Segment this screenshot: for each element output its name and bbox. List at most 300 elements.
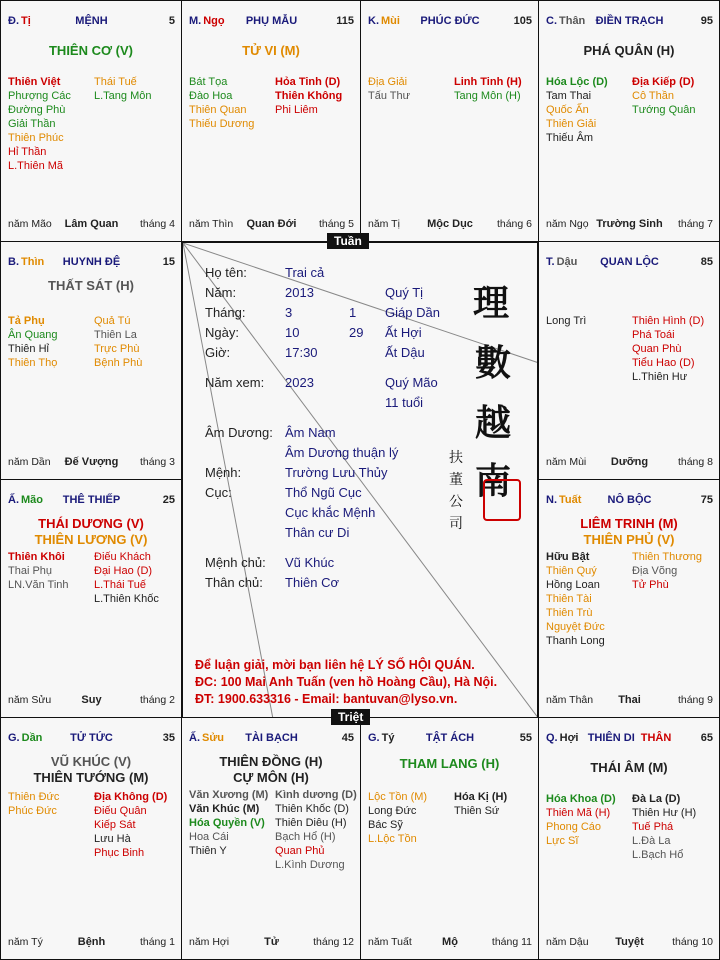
cell-footer bbox=[8, 456, 175, 469]
star-item: Hóa Lộc (D) bbox=[546, 76, 608, 88]
main-star: LIÊM TRINH (M) bbox=[580, 516, 678, 531]
cell-thang: tháng 2 bbox=[139, 694, 175, 706]
cell-header bbox=[8, 256, 175, 270]
cung-label: QUAN LỘC bbox=[600, 256, 659, 268]
star-item: Lộc Tồn (M) bbox=[368, 791, 428, 803]
star-item: Tấu Thư bbox=[368, 90, 411, 102]
cell-footer bbox=[189, 218, 354, 231]
star-column bbox=[189, 788, 268, 858]
cell-footer bbox=[546, 694, 713, 707]
cell-header bbox=[546, 494, 713, 508]
star-item: L.Lộc Tồn bbox=[368, 833, 417, 845]
star-item: Thiên Phúc bbox=[8, 132, 64, 144]
calligraphy-char-2: 數 bbox=[475, 342, 512, 384]
cell-chi: Mùi bbox=[381, 15, 400, 27]
star-item: Địa Kiếp (D) bbox=[632, 76, 695, 88]
star-item: Thiên Trù bbox=[546, 607, 593, 619]
star-column bbox=[368, 75, 410, 103]
cung-label: MỆNH bbox=[75, 15, 108, 27]
star-item: Thiên Tài bbox=[546, 593, 592, 605]
cell-footer bbox=[546, 456, 713, 469]
cell-age: 15 bbox=[162, 256, 175, 268]
star-column bbox=[546, 550, 605, 648]
cell-header bbox=[546, 15, 713, 29]
star-item: Thiên Giải bbox=[546, 118, 597, 130]
cell-thin bbox=[0, 241, 182, 480]
gio-can-chi: Ất Dậu bbox=[385, 345, 425, 360]
star-item: Hóa Kị (H) bbox=[454, 791, 508, 803]
cell-truong-sinh: Bệnh bbox=[77, 936, 106, 948]
thang-value: 3 bbox=[285, 305, 293, 320]
star-item: Hỉ Thần bbox=[8, 146, 47, 158]
star-item: Lực Sĩ bbox=[546, 835, 579, 847]
cell-truong-sinh: Tử bbox=[264, 936, 279, 948]
star-item: Quốc Ấn bbox=[546, 104, 589, 116]
star-column bbox=[8, 75, 71, 173]
main-star: THÁI DƯƠNG (V) bbox=[38, 516, 144, 531]
star-item: Lưu Hà bbox=[94, 833, 131, 845]
cell-cung-name bbox=[546, 494, 713, 506]
cung-label: PHỤ MẪU bbox=[245, 15, 298, 27]
cell-nam: năm Dậu bbox=[546, 936, 589, 948]
star-item: Long Đức bbox=[368, 805, 417, 817]
cell-truong-sinh: Đế Vượng bbox=[64, 456, 119, 468]
main-star: TỬ VI (M) bbox=[242, 43, 300, 58]
star-item: Hóa Khoa (D) bbox=[546, 793, 616, 805]
cuc-label: Cục: bbox=[205, 485, 232, 500]
star-item: Bạch Hổ (H) bbox=[275, 831, 336, 843]
star-item: Ân Quang bbox=[8, 329, 58, 341]
main-star: THIÊN ĐỒNG (H) bbox=[219, 754, 323, 769]
star-item: L.Kình Dương bbox=[275, 859, 345, 871]
cell-truong-sinh: Tuyệt bbox=[615, 936, 644, 948]
cell-chi: Ngọ bbox=[203, 15, 225, 27]
ho-ten-label: Họ tên: bbox=[205, 265, 247, 280]
star-item: L.Thiên Hư bbox=[632, 371, 688, 383]
star-item: Phúc Đức bbox=[8, 805, 57, 817]
cell-cung-name bbox=[8, 732, 175, 744]
star-column bbox=[94, 75, 151, 103]
cell-mui bbox=[360, 0, 539, 242]
cell-chi: Tuất bbox=[559, 494, 582, 506]
star-column bbox=[94, 790, 167, 860]
gio-label: Giờ: bbox=[205, 345, 231, 360]
cell-cung-name bbox=[8, 15, 175, 27]
star-column bbox=[632, 75, 696, 117]
star-item: Phá Toái bbox=[632, 329, 675, 341]
cell-thang: tháng 6 bbox=[496, 218, 532, 230]
cell-truong-sinh: Lâm Quan bbox=[64, 218, 119, 230]
star-item: Phi Liêm bbox=[275, 104, 318, 116]
than-marker: THÂN bbox=[640, 732, 672, 744]
cell-age: 35 bbox=[162, 732, 175, 744]
cell-thang: tháng 9 bbox=[677, 694, 713, 706]
cell-header bbox=[546, 732, 713, 746]
star-item: Tang Môn (H) bbox=[454, 90, 521, 102]
star-item: Đào Hoa bbox=[189, 90, 233, 102]
cell-truong-sinh: Suy bbox=[81, 694, 102, 706]
cell-can: K. bbox=[368, 15, 379, 27]
cell-footer bbox=[189, 936, 354, 949]
star-item: Phượng Các bbox=[8, 90, 71, 102]
cell-age: 85 bbox=[700, 256, 713, 268]
ngay-am: 29 bbox=[349, 325, 364, 340]
ngay-label: Ngày: bbox=[205, 325, 239, 340]
star-item: Thiên Không bbox=[275, 90, 343, 102]
cung-label: HUYNH ĐỆ bbox=[62, 256, 121, 268]
star-item: L.Đà La bbox=[632, 835, 671, 847]
main-star: THAM LANG (H) bbox=[399, 756, 500, 771]
main-star: THIÊN TƯỚNG (M) bbox=[33, 770, 149, 785]
star-item: Bệnh Phù bbox=[94, 357, 143, 369]
star-item: Tam Thai bbox=[546, 90, 592, 102]
cell-can: Ấ. bbox=[8, 494, 19, 506]
cell-mao bbox=[0, 479, 182, 718]
cell-truong-sinh: Thai bbox=[618, 694, 641, 706]
cell-dau bbox=[538, 241, 720, 480]
cell-hoi bbox=[538, 717, 720, 960]
cell-cung-name bbox=[8, 256, 175, 268]
star-item: Quả Tú bbox=[94, 315, 131, 327]
star-item: Thiên Sứ bbox=[454, 805, 500, 817]
cell-can: Ấ. bbox=[189, 732, 200, 744]
star-item: Nguyệt Đức bbox=[546, 621, 605, 633]
cell-footer bbox=[8, 694, 175, 707]
cell-thang: tháng 10 bbox=[672, 936, 713, 948]
cell-cung-name bbox=[8, 494, 175, 506]
cell-age: 65 bbox=[700, 732, 713, 744]
star-item: Thiên Hỉ bbox=[8, 343, 49, 355]
star-item: Văn Khúc (M) bbox=[189, 803, 260, 815]
cell-header bbox=[8, 15, 175, 29]
calligraphy-char-4: 南 bbox=[475, 460, 512, 502]
cell-thang: tháng 5 bbox=[318, 218, 354, 230]
cell-age: 115 bbox=[336, 15, 354, 27]
menh-value: Trường Lưu Thủy bbox=[285, 465, 388, 480]
cell-than bbox=[538, 0, 720, 242]
cell-footer bbox=[8, 936, 175, 949]
star-item: Văn Xương (M) bbox=[189, 789, 269, 801]
cell-header bbox=[8, 732, 175, 746]
cell-age: 95 bbox=[700, 15, 713, 27]
cell-thang: tháng 4 bbox=[139, 218, 175, 230]
star-item: Thiên Quan bbox=[189, 104, 247, 116]
cell-nam: năm Thìn bbox=[189, 218, 234, 230]
star-item: Thanh Long bbox=[546, 635, 605, 647]
star-column bbox=[8, 314, 58, 370]
cell-truong-sinh: Trường Sinh bbox=[596, 218, 663, 230]
triet-badge: Triệt bbox=[331, 709, 370, 725]
star-item: Thiên Thọ bbox=[8, 357, 58, 369]
cell-truong-sinh: Quan Đới bbox=[246, 218, 297, 230]
star-column bbox=[546, 75, 608, 145]
star-item: LN.Văn Tinh bbox=[8, 579, 69, 591]
cuc-khac-menh: Cục khắc Mệnh bbox=[285, 505, 376, 520]
cell-footer bbox=[368, 936, 532, 949]
cell-footer bbox=[546, 936, 713, 949]
cell-can: N. bbox=[546, 494, 557, 506]
cell-age: 55 bbox=[519, 732, 532, 744]
star-item: Thiên La bbox=[94, 329, 137, 341]
star-item: L.Bạch Hổ bbox=[632, 849, 684, 861]
star-column bbox=[189, 75, 254, 131]
cell-chi: Thân bbox=[559, 15, 586, 27]
cung-label: TẬT ÁCH bbox=[425, 732, 475, 744]
cell-can: Q. bbox=[546, 732, 558, 744]
star-item: Điếu Quân bbox=[94, 805, 147, 817]
cell-chi: Dậu bbox=[556, 256, 578, 268]
center-info-panel bbox=[182, 242, 538, 718]
star-item: Long Trì bbox=[546, 315, 587, 327]
star-item: Thiên Đức bbox=[8, 791, 60, 803]
menh-chu-value: Vũ Khúc bbox=[285, 555, 335, 570]
cell-truong-sinh: Mộc Dục bbox=[427, 218, 473, 230]
star-item: Thiên Khốc (D) bbox=[275, 803, 349, 815]
nam-xem-can-chi: Quý Mão bbox=[385, 375, 438, 390]
cell-chi: Tý bbox=[381, 732, 395, 744]
cell-thang: tháng 12 bbox=[313, 936, 354, 948]
cell-can: Đ. bbox=[8, 15, 19, 27]
star-item: Tuế Phá bbox=[632, 821, 674, 833]
star-item: Thiên Quý bbox=[546, 565, 597, 577]
cell-chi: Sửu bbox=[202, 732, 225, 744]
contact-line-3: ĐT: 1900.633316 - Email: bantuvan@lyso.vn. bbox=[195, 692, 458, 706]
star-item: Cô Thần bbox=[632, 90, 674, 102]
tuoi-value: 11 tuổi bbox=[385, 395, 424, 410]
star-column bbox=[632, 314, 704, 384]
main-star: CỰ MÔN (H) bbox=[233, 770, 309, 785]
nam-xem-label: Năm xem: bbox=[205, 375, 265, 390]
cung-label: TÀI BẠCH bbox=[245, 732, 298, 744]
cell-footer bbox=[8, 218, 175, 231]
cell-chi: Mão bbox=[21, 494, 43, 506]
cell-thang: tháng 8 bbox=[677, 456, 713, 468]
star-item: Thiên Mã (H) bbox=[546, 807, 611, 819]
cell-cung-name bbox=[546, 15, 713, 27]
thang-label: Tháng: bbox=[205, 305, 246, 320]
cell-header bbox=[368, 732, 532, 746]
cell-footer bbox=[368, 218, 532, 231]
cung-label: THÊ THIẾP bbox=[62, 494, 121, 506]
star-column bbox=[94, 314, 142, 370]
cell-nam: năm Ngọ bbox=[546, 218, 589, 230]
main-star: THIÊN LƯƠNG (V) bbox=[34, 532, 148, 547]
contact-line-2: ĐC: 100 Mai Anh Tuấn (ven hồ Hoàng Cầu), Hà Nội. bbox=[195, 675, 498, 689]
main-star: THẤT SÁT (H) bbox=[48, 278, 134, 293]
cell-chi: Tị bbox=[21, 15, 31, 27]
cell-tuat bbox=[538, 479, 720, 718]
cell-header bbox=[8, 494, 175, 508]
star-item: Đường Phù bbox=[8, 104, 66, 116]
star-item: Địa Võng bbox=[632, 565, 678, 577]
star-item: Bác Sỹ bbox=[368, 819, 403, 831]
cell-nam: năm Tuất bbox=[368, 936, 412, 948]
cung-label: NÔ BỘC bbox=[607, 494, 652, 506]
cell-age: 105 bbox=[513, 15, 532, 27]
main-star: THIÊN PHỦ (V) bbox=[583, 532, 675, 547]
cell-cung-name bbox=[546, 256, 713, 268]
tuan-badge: Tuần bbox=[327, 233, 369, 249]
cell-chi: Thìn bbox=[21, 256, 45, 268]
star-column bbox=[546, 792, 616, 848]
cell-nam: năm Hợi bbox=[189, 936, 230, 948]
star-column bbox=[632, 550, 702, 592]
ngay-can-chi: Ất Hợi bbox=[385, 325, 422, 340]
cell-footer bbox=[546, 218, 713, 231]
star-item: Hỏa Tinh (D) bbox=[275, 76, 341, 88]
star-column bbox=[632, 792, 696, 862]
star-item: Tiểu Hao (D) bbox=[632, 357, 695, 369]
main-star: VŨ KHÚC (V) bbox=[50, 754, 132, 769]
cell-cung-name bbox=[368, 732, 532, 744]
cell-header bbox=[546, 256, 713, 270]
calligraphy-char-3: 越 bbox=[475, 402, 512, 444]
main-star: PHÁ QUÂN (H) bbox=[583, 43, 675, 58]
cung-label: PHÚC ĐỨC bbox=[420, 15, 480, 27]
cell-thang: tháng 7 bbox=[677, 218, 713, 230]
star-item: Thai Phụ bbox=[8, 565, 53, 577]
cell-age: 75 bbox=[700, 494, 713, 506]
star-item: Thái Tuế bbox=[94, 76, 137, 88]
star-item: Đà La (D) bbox=[632, 793, 681, 805]
star-item: Thiên Hư (H) bbox=[632, 807, 697, 819]
star-column bbox=[454, 75, 522, 103]
gio-value: 17:30 bbox=[285, 345, 318, 360]
cell-age: 5 bbox=[168, 15, 175, 27]
ngay-value: 10 bbox=[285, 325, 300, 340]
cell-can: C. bbox=[546, 15, 557, 27]
star-item: Kình dương (D) bbox=[275, 789, 357, 801]
star-item: Thiên Việt bbox=[8, 76, 61, 88]
cell-age: 45 bbox=[341, 732, 354, 744]
cell-chi: Hợi bbox=[559, 732, 579, 744]
cell-chi: Dần bbox=[21, 732, 43, 744]
star-item: Thiếu Âm bbox=[546, 132, 594, 144]
menh-chu-label: Mệnh chủ: bbox=[205, 555, 266, 570]
cell-ngo bbox=[181, 0, 361, 242]
star-column bbox=[275, 75, 342, 117]
star-item: Thiên Y bbox=[189, 845, 227, 857]
star-item: Giải Thần bbox=[8, 118, 56, 130]
than-chu-value: Thiên Cơ bbox=[285, 575, 340, 590]
star-item: Thiên Thương bbox=[632, 551, 703, 563]
cell-thang: tháng 3 bbox=[139, 456, 175, 468]
am-duong-thuan-ly: Âm Dương thuận lý bbox=[285, 445, 399, 460]
nam-xem-value: 2023 bbox=[285, 375, 314, 390]
star-column bbox=[454, 790, 507, 818]
cell-ty bbox=[360, 717, 539, 960]
thang-am: 1 bbox=[349, 305, 357, 320]
cung-label: ĐIỀN TRẠCH bbox=[595, 15, 664, 27]
cell-header bbox=[368, 15, 532, 29]
cell-can: T. bbox=[546, 256, 555, 268]
cell-header bbox=[189, 15, 354, 29]
star-item: Phục Binh bbox=[94, 847, 145, 859]
cell-nam: năm Thân bbox=[546, 694, 594, 706]
cell-cung-name bbox=[189, 732, 354, 744]
star-item: Quan Phù bbox=[632, 343, 682, 355]
cell-truong-sinh: Dưỡng bbox=[610, 456, 649, 468]
star-item: Thiếu Dương bbox=[189, 118, 255, 130]
star-item: Địa Không (D) bbox=[94, 791, 168, 803]
star-item: Linh Tinh (H) bbox=[454, 76, 522, 88]
cell-can: M. bbox=[189, 15, 202, 27]
star-column bbox=[94, 550, 159, 606]
than-cu: Thân cư Di bbox=[285, 525, 350, 540]
cuc-value: Thổ Ngũ Cục bbox=[285, 485, 362, 500]
star-column bbox=[8, 550, 69, 592]
than-chu-label: Thân chủ: bbox=[205, 575, 263, 590]
star-item: Kiếp Sát bbox=[94, 819, 136, 831]
cung-label: TỬ TỨC bbox=[70, 732, 113, 744]
star-item: Tả Phụ bbox=[8, 315, 45, 327]
cell-ti bbox=[0, 0, 182, 242]
star-item: L.Thái Tuế bbox=[94, 579, 146, 591]
star-item: Tướng Quân bbox=[632, 104, 696, 116]
star-item: Địa Giải bbox=[368, 76, 408, 88]
star-item: Hồng Loan bbox=[546, 579, 600, 591]
cell-nam: năm Dần bbox=[8, 456, 51, 468]
am-duong-label: Âm Dương: bbox=[205, 425, 273, 440]
am-duong-value: Âm Nam bbox=[285, 425, 336, 440]
contact-line-1: Để luận giải, mời bạn liên hệ LÝ SỐ HỘI QUÁN. bbox=[195, 658, 475, 672]
main-star: THÁI ÂM (M) bbox=[590, 760, 668, 775]
ho-ten-value: Trai cả bbox=[285, 265, 325, 280]
cell-nam: năm Sửu bbox=[8, 694, 52, 706]
cell-thang: tháng 11 bbox=[491, 936, 532, 948]
cell-can: G. bbox=[368, 732, 380, 744]
nam-can-chi: Quý Tị bbox=[385, 285, 424, 300]
cell-cung-name bbox=[546, 732, 713, 744]
cell-nam: năm Mùi bbox=[546, 456, 587, 468]
star-item: Trực Phù bbox=[94, 343, 140, 355]
star-item: Hóa Quyền (V) bbox=[189, 817, 265, 829]
star-column bbox=[546, 314, 586, 328]
cell-thang: tháng 1 bbox=[139, 936, 175, 948]
cell-nam: năm Mão bbox=[8, 218, 52, 230]
nam-label: Năm: bbox=[205, 285, 237, 300]
menh-label: Mệnh: bbox=[205, 465, 242, 480]
star-column bbox=[275, 788, 357, 872]
cell-nam: năm Tý bbox=[8, 936, 43, 948]
main-star: THIÊN CƠ (V) bbox=[48, 43, 134, 58]
cell-cung-name bbox=[189, 15, 354, 27]
red-seal-icon bbox=[483, 479, 521, 521]
small-calligraphy: 扶 董 公 司 bbox=[449, 450, 463, 532]
star-item: Thiên Khôi bbox=[8, 551, 65, 563]
cung-label: THIÊN DI bbox=[587, 732, 635, 744]
star-item: Bát Tọa bbox=[189, 76, 228, 88]
cell-can: G. bbox=[8, 732, 20, 744]
star-item: Đại Hao (D) bbox=[94, 565, 153, 577]
star-item: Thiên Hình (D) bbox=[632, 315, 705, 327]
cell-header bbox=[189, 732, 354, 746]
calligraphy-char-1: 理 bbox=[473, 282, 510, 324]
star-item: Phong Cáo bbox=[546, 821, 602, 833]
star-item: L.Thiên Mã bbox=[8, 160, 64, 172]
cell-can: B. bbox=[8, 256, 19, 268]
cell-nam: năm Tị bbox=[368, 218, 400, 230]
star-item: L.Tang Môn bbox=[94, 90, 152, 102]
nam-value: 2013 bbox=[285, 285, 314, 300]
star-item: Hữu Bật bbox=[546, 551, 590, 563]
star-item: Hoa Cái bbox=[189, 831, 229, 843]
cell-age: 25 bbox=[162, 494, 175, 506]
cell-suu bbox=[181, 717, 361, 960]
cell-dan bbox=[0, 717, 182, 960]
star-column bbox=[8, 790, 59, 818]
star-column bbox=[368, 790, 427, 846]
